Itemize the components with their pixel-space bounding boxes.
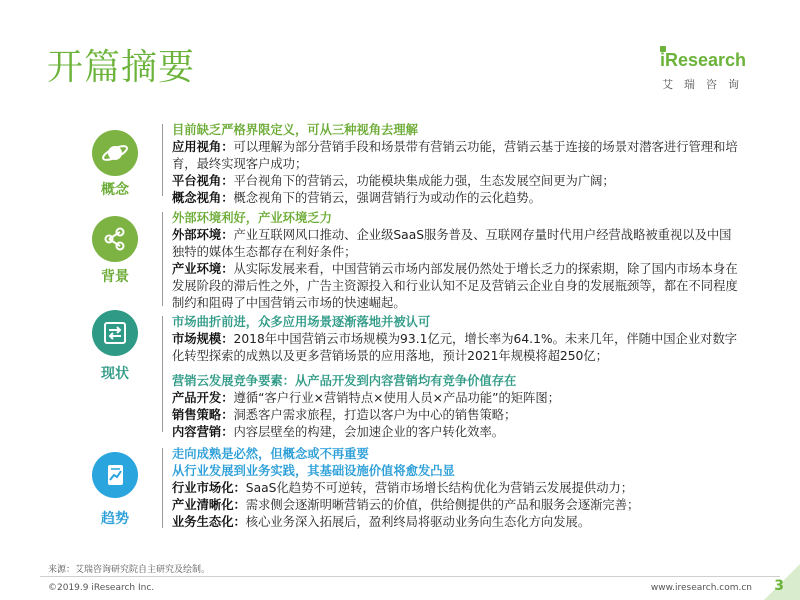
- copyright: ©2019.9 iResearch Inc.: [48, 583, 155, 593]
- divider-line: [162, 212, 163, 306]
- section-text: [172, 210, 742, 312]
- list-item: 市场规模：2018年中国营销云市场规模为93.1亿元，增长率为64.1%。未来几年，伴随中国企业对数字化转型探索的成熟以及更多营销场景的应用落地，预计2021年规模将超250亿；: [172, 332, 738, 363]
- list-item: 概念视角：概念视角下的营销云，强调营销行为或动作的云化趋势。: [172, 191, 541, 205]
- list-item: 平台视角：平台视角下的营销云，功能模块集成能力强，生态发展空间更为广阔；: [172, 174, 615, 188]
- list-item: 产业环境：从实际发展来看，中国营销云市场内部发展仍然处于增长乏力的探索期，除了国内市场本身在发展阶段的滞后性之外，广告主资源投入和行业认知不足及营销云企业自身的发展瓶颈等，都在不同程度制约和阻碍了中国营销云市场的快速崛起。: [172, 262, 738, 310]
- exchange-icon: [92, 310, 138, 356]
- section-headline: 市场曲折前进，众多应用场景逐渐落地并被认可: [172, 315, 431, 329]
- section-text: [172, 446, 742, 531]
- page-title: 开篇摘要: [47, 47, 196, 88]
- logo-subtitle: 艾瑞咨询: [662, 78, 750, 91]
- list-item: 产品开发：遵循“客户行业×营销特点×使用人员×产品功能”的矩阵图；: [172, 391, 560, 405]
- divider-line: [162, 124, 163, 196]
- divider-line: [162, 316, 163, 432]
- list-item: 应用视角：可以理解为部分营销手段和场景带有营销云功能，营销云基于连接的场景对潜客进行管理和培育，最终实现客户成功；: [172, 140, 738, 171]
- section-text: [172, 122, 742, 207]
- list-item: 内容营销：内容层壁垒的构建，会加速企业的客户转化效率。: [172, 425, 505, 439]
- source-note: 来源：艾瑞咨询研究院自主研究及绘制。: [48, 565, 211, 575]
- section-headline: 外部环境利好，产业环境乏力: [172, 211, 332, 225]
- section-headline: 目前缺乏严格界限定义，可从三种视角去理解: [172, 123, 418, 137]
- corner-decoration: [764, 564, 800, 600]
- list-item: 行业市场化：SaaS化趋势不可逆转，营销市场增长结构优化为营销云发展提供动力；: [172, 481, 634, 495]
- list-item: 业务生态化：核心业务深入拓展后，盈利终局将驱动业务向生态化方向发展。: [172, 515, 591, 529]
- list-item: 外部环境：产业互联网风口推动、企业级SaaS服务普及、互联网存量时代用户经营战略被重视以及中国独特的媒体生态都存在利好条件；: [172, 228, 732, 259]
- section-label: 概念: [101, 182, 129, 198]
- list-item: 产业清晰化：需求侧会逐渐明晰营销云的价值，供给侧提供的产品和服务会逐渐完善；: [172, 498, 640, 512]
- website-link[interactable]: www.iresearch.com.cn: [650, 583, 752, 593]
- footer-divider: [40, 576, 780, 577]
- list-item: 销售策略：洞悉客户需求旅程，打造以客户为中心的销售策略；: [172, 408, 517, 422]
- iresearch-logo: [660, 46, 760, 98]
- section-label: 背景: [101, 269, 129, 285]
- page-number: 3: [774, 578, 784, 594]
- section-text: [172, 314, 742, 441]
- section-label: 趋势: [101, 511, 129, 527]
- logo-wordmark: iResearch: [660, 50, 747, 70]
- planet-icon: [92, 130, 138, 176]
- trend-chart-icon: [92, 452, 138, 498]
- section-label: 现状: [101, 366, 129, 382]
- section-headline: 走向成熟是必然，但概念或不再重要: [172, 447, 369, 461]
- section-headline-secondary: 从行业发展到业务实践，其基础设施价值将愈发凸显: [172, 464, 455, 478]
- section-headline-secondary: 营销云发展竞争要素：从产品开发到内容营销均有竞争价值存在: [172, 374, 517, 388]
- divider-line: [162, 448, 163, 528]
- share-icon: [92, 216, 138, 262]
